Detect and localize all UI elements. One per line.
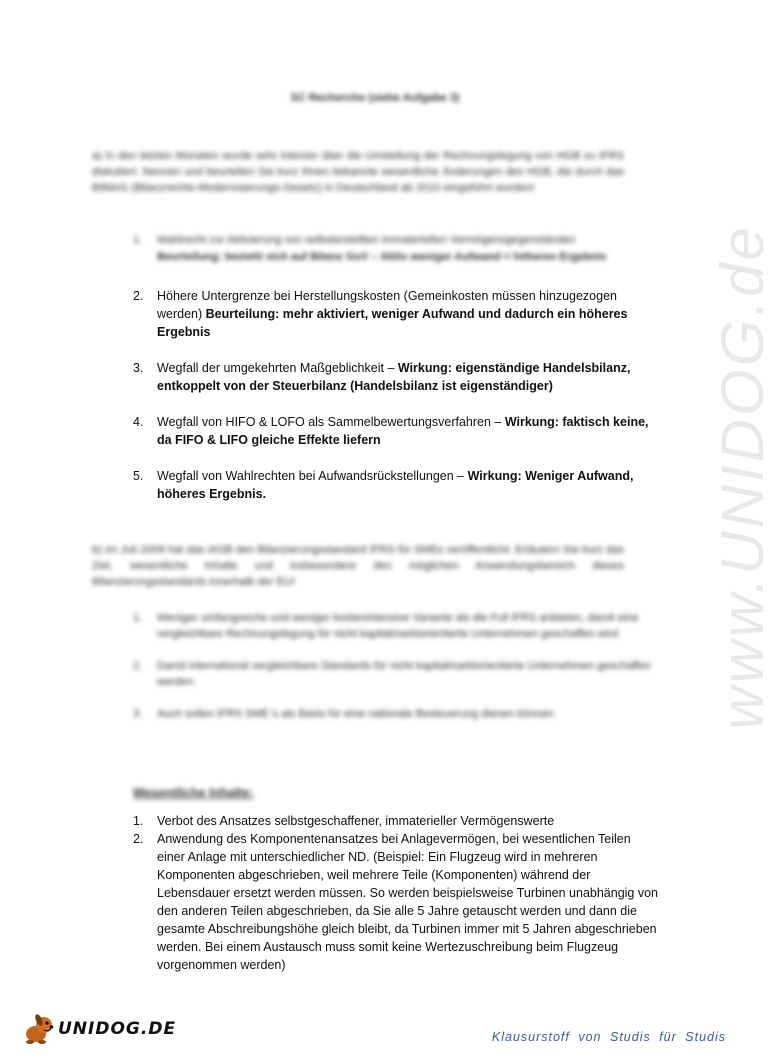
list-item: 1. Weniger umfangreiche und weniger kostenintensive Variante als die Full IFRS anbieten, damit eine vergleichbare Rechnungslegung für nicht kapitalmarktorientierte Unternehmen geschaffen wird. [133, 612, 639, 640]
logo-text: UNIDOG.DE [58, 1019, 177, 1039]
answer-a-list-2 [133, 287, 661, 503]
list-item: 1. Verbot des Ansatzes selbstgeschaffener, immaterieller Vermögenswerte [133, 814, 555, 828]
list-item: 3. Auch sollen IFRS SME´s als Basis für eine nationale Besteuerung dienen können. [133, 708, 557, 720]
list-item: 2. Anwendung des Komponentenansatzes bei Anlagevermögen, bei wesentlichen Teilen einer Anlage mit unterschiedlicher ND. (Beispiel: Ein Flugzeug wird in mehreren Komponenten abgeschrieben, weil mehrere Teile (Komponenten) während der Lebensdauer ersetzt werden müssen. So werden beispielsweise Turbinen unabhängig von den anderen Teilen abgeschrieben, da Sie alle 5 Jahre getauscht werden und dann die gesamte Abschreibungshöhe gleich bleibt, da Turbinen immer mit 5 Jahren abgeschrieben werden. Bei einem Austausch muss somit keine Wertezuschreibung beim Flugzeug vorgenommen werden) [133, 832, 659, 972]
list-item: 3. Wegfall der umgekehrten Maßgeblichkeit – Wirkung: eigenständige Handelsbilanz, entkoppelt von der Steuerbilanz (Handelsbilanz ist eigenständiger) [133, 361, 631, 393]
unidog-logo[interactable] [22, 1012, 176, 1046]
watermark: www.UNIDOG.de [709, 224, 776, 730]
question-b-intro: b) Im Juli 2009 hat das IASB den Bilanzierungsstandard IFRS für SMEs veröffentlicht. Erläutern Sie kurz das Ziel, wesentliche Inhalte und insbesondere den möglichen Anwendungsbereich dieses Bilanzierungsstandards innerhalb der EU! [92, 544, 624, 588]
contents-heading: Wesentliche Inhalte: [133, 786, 254, 800]
footer-tagline: Klausurstoff von Studis für Studis [491, 1030, 726, 1044]
list-item: 4. Wegfall von HIFO & LOFO als Sammelbewertungsverfahren – Wirkung: faktisch keine, da FIFO & LIFO gleiche Effekte liefern [133, 415, 649, 447]
page-title: SC Recherche (siehe Aufgabe 3) [290, 92, 460, 104]
list-item: 5. Wegfall von Wahlrechten bei Aufwandsrückstellungen – Wirkung: Weniger Aufwand, höheres Ergebnis. [133, 469, 634, 501]
contents-list [133, 812, 661, 974]
question-a-intro: a) In den letzten Monaten wurde sehr intensiv über die Umstellung der Rechnungslegung von HGB zu IFRS diskutiert. Nennen und beurteilen Sie kurz Ihnen bekannte wesentliche Änderungen des HGB, die durch das BilMoG (Bilanzrechts-Modernisierungs-Gesetz) in Deutschland ab 2010 eingeführt wurden! [92, 150, 624, 194]
answer-b-list [133, 610, 661, 722]
dog-mascot-icon [22, 1012, 56, 1046]
list-item: 1. Wahlrecht zur Aktivierung von selbsterstellten immateriellen Vermögensgegenständen Beurteilung: bezieht sich auf Bilanz GuV – Aktiv weniger Aufwand = höheres Ergebnis [133, 234, 607, 263]
list-item: 2. Damit international vergleichbare Standards für nicht kapitalmarktorientierte Unternehmen geschaffen werden. [133, 660, 651, 688]
answer-a-list [133, 232, 661, 266]
list-item: 2. Höhere Untergrenze bei Herstellungskosten (Gemeinkosten müssen hinzugezogen werden) Beurteilung: mehr aktiviert, weniger Aufwand und dadurch ein höheres Ergebnis [133, 289, 628, 339]
